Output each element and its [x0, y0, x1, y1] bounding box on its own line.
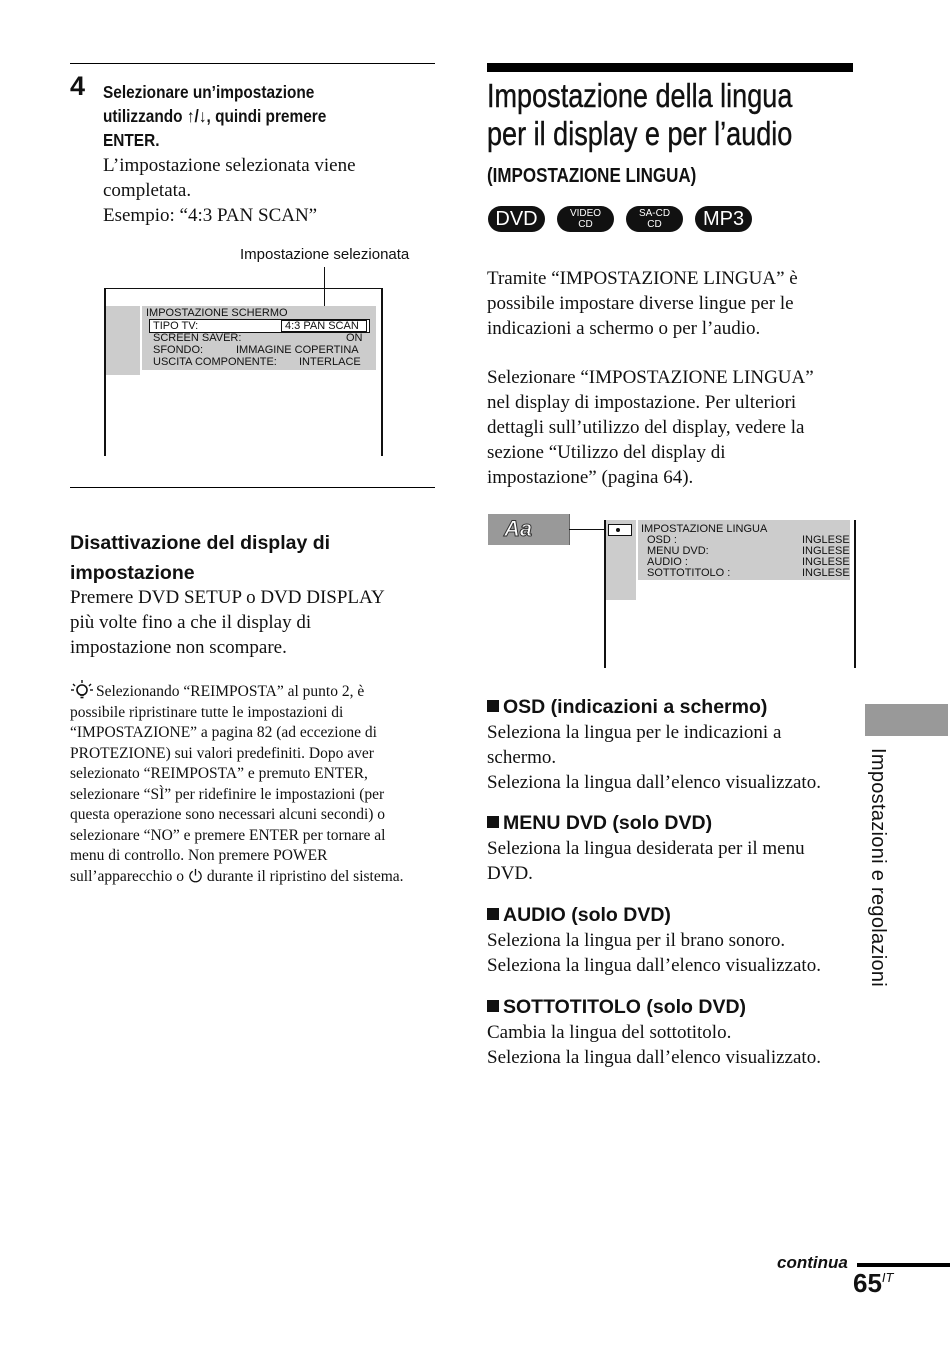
tip-line: possibile ripristinare tutte le impostazioni di	[70, 703, 344, 721]
step-body	[103, 153, 356, 228]
item-menu-dvd	[487, 810, 805, 886]
intro-paragraph	[487, 266, 798, 341]
instruction-line: Selezionare “IMPOSTAZIONE LINGUA”	[487, 367, 814, 388]
tip-line: selezionato “REIMPOSTA” e premuto ENTER,	[70, 765, 368, 782]
page-number-suffix: IT	[881, 1270, 894, 1285]
item-heading-text: SOTTOTITOLO (solo DVD)	[503, 996, 747, 1018]
tip-line: “IMPOSTAZIONE” a pagina 82 (ad eccezione di	[70, 724, 377, 741]
tip-line: PROTEZIONE) sui valori predefiniti. Dopo aver	[70, 744, 374, 762]
screen-menu-title: IMPOSTAZIONE LINGUA	[641, 523, 768, 535]
badge-label-bottom: CD	[578, 219, 593, 230]
disable-heading-line: impostazione	[70, 562, 195, 584]
continue-label: continua	[777, 1253, 848, 1272]
instruction-paragraph	[487, 365, 814, 490]
square-bullet-icon	[487, 1000, 499, 1012]
item-audio	[487, 902, 821, 978]
settings-screen-display	[104, 288, 383, 456]
screen-row-label: SFONDO:	[153, 344, 204, 356]
instruction-line: sezione “Utilizzo del display di	[487, 442, 726, 463]
item-heading	[487, 994, 821, 1020]
screen-row-value: INTERLACE	[299, 356, 361, 368]
callout-label: Impostazione selezionata	[240, 246, 410, 263]
badge-label: MP3	[702, 208, 745, 230]
step-body-line: L’impostazione selezionata viene	[103, 155, 356, 176]
screen-row-label: SCREEN SAVER:	[153, 332, 242, 344]
step-heading-line: ENTER.	[103, 130, 160, 150]
badge-label-bottom: CD	[647, 219, 662, 230]
mp3-badge	[695, 206, 752, 232]
top-rule-left	[70, 63, 435, 64]
item-heading-text: OSD (indicazioni a schermo)	[503, 696, 768, 718]
screen-row-value: IMMAGINE COPERTINA	[236, 344, 359, 356]
language-icon	[488, 514, 570, 545]
step-heading-line: Selezionare un’impostazione	[103, 82, 315, 102]
page-number	[853, 1268, 893, 1299]
item-heading-text: MENU DVD (solo DVD)	[503, 812, 713, 834]
intro-line: Tramite “IMPOSTAZIONE LINGUA” è	[487, 268, 798, 289]
page-subtitle: (IMPOSTAZIONE LINGUA)	[487, 165, 697, 187]
disable-body-line: impostazione non scompare.	[70, 637, 287, 658]
item-heading	[487, 902, 821, 928]
item-line: schermo.	[487, 747, 557, 768]
item-line: DVD.	[487, 863, 533, 884]
power-icon	[188, 868, 203, 883]
screen-row-value: INGLESE	[802, 534, 850, 546]
screen-row-label: MENU DVD:	[647, 545, 709, 557]
disable-heading	[70, 528, 330, 588]
item-line: Seleziona la lingua dall’elenco visualizzato.	[487, 772, 821, 793]
tip-line: menu di controllo. Non premere POWER	[70, 847, 328, 864]
step-body-line: completata.	[103, 180, 192, 201]
video-cd-badge	[557, 206, 614, 232]
item-line: Seleziona la lingua per le indicazioni a	[487, 722, 782, 743]
instruction-line: nel display di impostazione. Per ulteriori	[487, 392, 797, 413]
square-bullet-icon	[487, 816, 499, 828]
screen-top-border	[106, 288, 381, 289]
screen-row-label: TIPO TV:	[153, 320, 199, 332]
tip-line: selezionare “NO” e premere ENTER per tornare al	[70, 826, 386, 844]
side-tab-label: Impostazioni e regolazioni	[867, 748, 889, 988]
page-title-line: per il display e per l’audio	[487, 115, 793, 152]
language-icon-text: Aa	[504, 516, 533, 541]
disable-body-line: Premere DVD SETUP o DVD DISPLAY	[70, 587, 385, 608]
screen-icon-dot	[616, 528, 620, 532]
instruction-line: dettagli sull’utilizzo del display, vedere la	[487, 417, 805, 438]
sacd-cd-badge	[626, 206, 683, 232]
intro-line: indicazioni a schermo o per l’audio.	[487, 318, 761, 339]
screen-row-value: INGLESE	[802, 556, 850, 568]
item-line: Seleziona la lingua dall’elenco visualizzato.	[487, 955, 821, 976]
step-number: 4	[70, 71, 86, 101]
step-body-line: Esempio: “4:3 PAN SCAN”	[103, 205, 318, 226]
tip-line: questa operazione sono necessari alcuni secondi) o	[70, 806, 386, 823]
page-title	[487, 77, 792, 153]
screen-row-label: SOTTOTITOLO :	[647, 567, 731, 579]
page-number-value: 65	[853, 1268, 882, 1298]
item-line: Seleziona la lingua per il brano sonoro.	[487, 930, 786, 951]
screen-row-value: INGLESE	[802, 545, 850, 557]
item-line: Seleziona la lingua desiderata per il menu	[487, 838, 805, 859]
step-heading-line: utilizzando ↑/↓, quindi premere	[103, 106, 327, 126]
language-screen-display	[604, 520, 856, 668]
disable-body	[70, 585, 385, 660]
item-heading	[487, 694, 821, 720]
item-heading	[487, 810, 805, 836]
square-bullet-icon	[487, 908, 499, 920]
intro-line: possibile impostare diverse lingue per le	[487, 293, 794, 314]
section-rule-left	[70, 487, 435, 488]
tip-line-part: sull’apparecchio o	[70, 867, 185, 885]
tip-line: selezionare “SÌ” per ridefinire le impostazioni (per	[70, 785, 385, 803]
continue-rule	[857, 1263, 950, 1267]
badge-label: DVD	[495, 208, 538, 230]
tip-line: Selezionando “REIMPOSTA” al punto 2, è	[96, 683, 365, 700]
title-bar	[487, 63, 853, 72]
tip-text	[70, 682, 404, 887]
instruction-line: impostazione” (pagina 64).	[487, 467, 694, 488]
item-osd	[487, 694, 821, 795]
tip-line-part: durante il ripristino del sistema.	[206, 867, 404, 885]
screen-row-value: 4:3 PAN SCAN	[285, 320, 359, 332]
screen-menu-title: IMPOSTAZIONE SCHERMO	[146, 307, 288, 319]
screen-icon-column	[106, 306, 140, 375]
screen-row-label: AUDIO :	[647, 556, 688, 568]
badge-label-top: VIDEO	[569, 208, 602, 219]
item-line: Seleziona la lingua dall’elenco visualizzato.	[487, 1047, 821, 1068]
item-subtitle	[487, 994, 821, 1070]
dvd-badge	[488, 206, 545, 232]
screen-row-label: OSD :	[647, 534, 677, 546]
screen-row-value: ON	[346, 332, 363, 344]
badge-label-top: SA-CD	[638, 208, 671, 219]
page-title-line: Impostazione della lingua	[487, 77, 793, 114]
screen-row-label: USCITA COMPONENTE:	[153, 356, 277, 368]
item-line: Cambia la lingua del sottotitolo.	[487, 1022, 732, 1043]
item-heading-text: AUDIO (solo DVD)	[503, 904, 671, 926]
icon-connector-line	[569, 529, 607, 530]
disable-heading-line: Disattivazione del display di	[70, 532, 331, 554]
disable-body-line: più volte fino a che il display di	[70, 612, 312, 633]
screen-icon-selected	[608, 524, 632, 536]
step-heading	[103, 80, 357, 152]
screen-row-value: INGLESE	[802, 567, 850, 579]
side-tab-marker	[865, 704, 948, 736]
tip-line	[70, 867, 404, 888]
square-bullet-icon	[487, 700, 499, 712]
